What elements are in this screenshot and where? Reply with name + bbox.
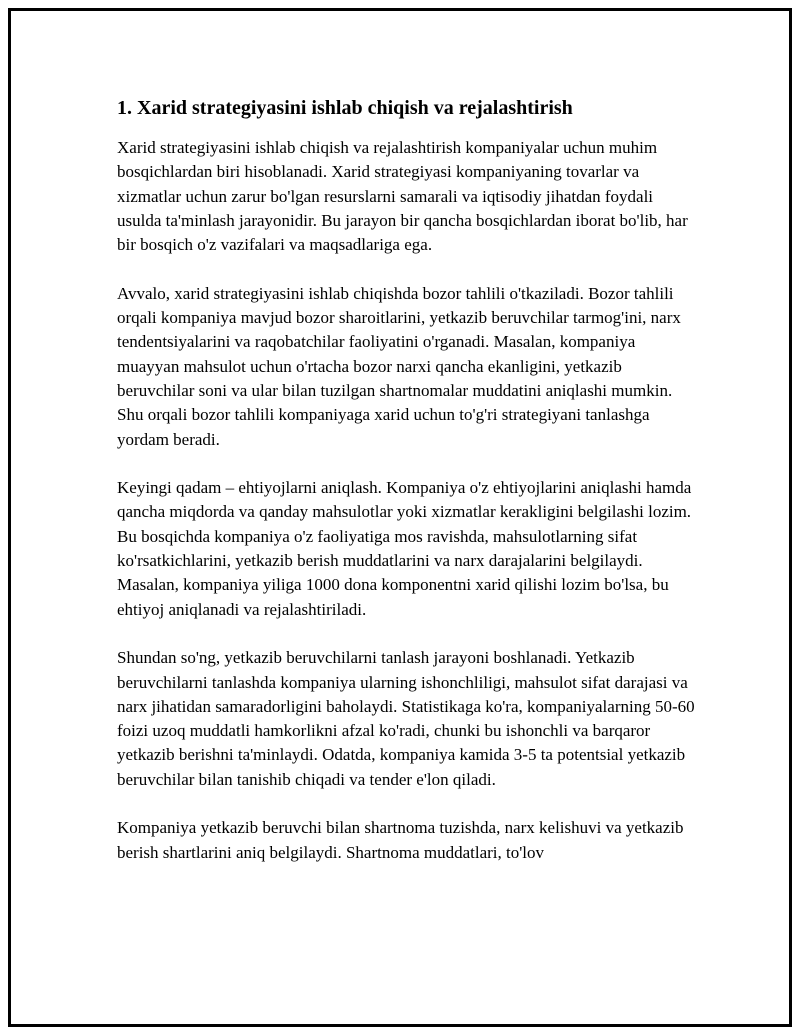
paragraph-1: Xarid strategiyasini ishlab chiqish va rejalashtirish kompaniyalar uchun muhim bosqichlardan biri hisoblanadi. Xarid strategiyasi kompaniyaning tovarlar va xizmatlar uchun zarur bo'lgan resurslarni samarali va iqtisodiy jihatdan foydali usulda ta'minlash jarayonidir. Bu jarayon bir qancha bosqichlardan iborat bo'lib, har bir bosqich o'z vazifalari va maqsadlariga ega. <box>117 138 688 255</box>
paragraph-2: Avvalo, xarid strategiyasini ishlab chiqishda bozor tahlili o'tkaziladi. Bozor tahlili orqali kompaniya mavjud bozor sharoitlarini, yetkazib beruvchilar tarmog'ini, narx tendentsiyalarini va raqobatchilar faoliyatini o'rganadi. Masalan, kompaniya muayyan mahsulot uchun o'rtacha bozor narxi qancha ekanligini, yetkazib beruvchilar soni va ular bilan tuzilgan shartnomalar muddatini aniqlashi mumkin. Shu orqali bozor tahlili kompaniyaga xarid uchun to'g'ri strategiyani tanlashga yordam beradi. <box>117 283 681 449</box>
section-heading: 1. Xarid strategiyasini ishlab chiqish va rejalashtirish <box>117 97 573 119</box>
paragraph-3: Keyingi qadam – ehtiyojlarni aniqlash. Kompaniya o'z ehtiyojlarini aniqlashi hamda qancha miqdorda va qanday mahsulotlar yoki xizmatlar kerakligini belgilashi lozim. Bu bosqichda kompaniya o'z faoliyatiga mos ravishda, mahsulotlarning sifat ko'rsatkichlarini, yetkazib berish muddatlarini va narx darajalarini belgilaydi. Masalan, kompaniya yiliga 1000 dona komponentni xarid qilishi lozim bo'lsa, bu ehtiyoj aniqlanadi va rejalashtiriladi. <box>117 478 692 619</box>
paragraph-5: Kompaniya yetkazib beruvchi bilan shartnoma tuzishda, narx kelishuvi va yetkazib berish shartlarini aniq belgilaydi. Shartnoma muddatlari, to'lov <box>117 818 684 862</box>
paragraph-4: Shundan so'ng, yetkazib beruvchilarni tanlash jarayoni boshlanadi. Yetkazib beruvchilarni tanlashda kompaniya ularning ishonchliligi, mahsulot sifat darajasi va narx jihatidan samaradorligini baholaydi. Statistikaga ko'ra, kompaniyalarning 50-60 foizi uzoq muddatli hamkorlikni afzal ko'radi, chunki bu ishonchli va barqaror yetkazib berishni ta'minlaydi. Odatda, kompaniya kamida 3-5 ta potentsial yetkazib beruvchilar bilan tanishib chiqadi va tender e'lon qiladi. <box>117 648 695 789</box>
document-body <box>117 96 699 889</box>
